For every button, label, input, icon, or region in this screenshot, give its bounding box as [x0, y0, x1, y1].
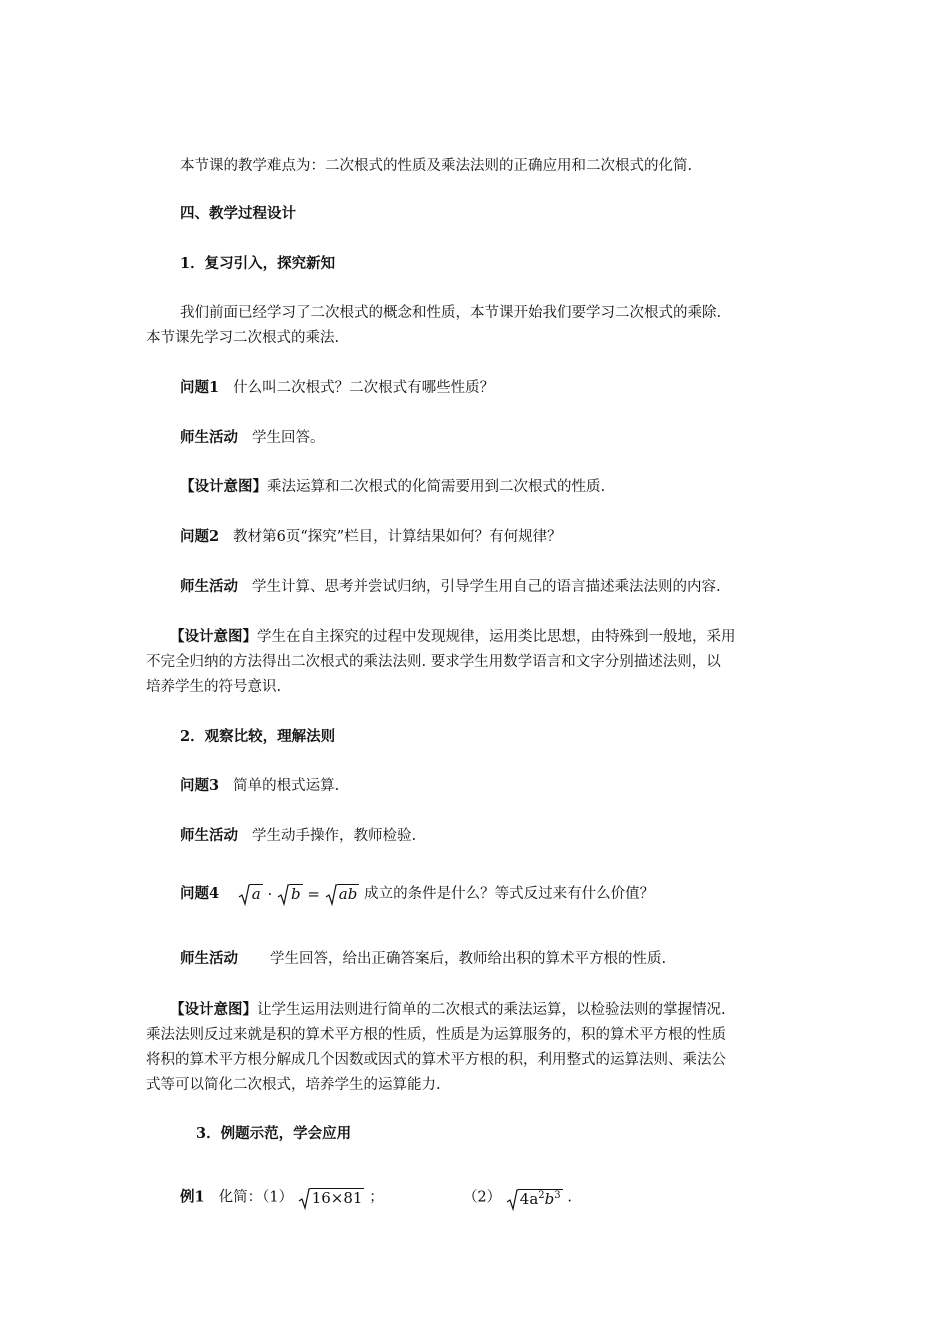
example-1-label: 例1 — [180, 1188, 205, 1206]
question-3-label: 问题3 — [180, 777, 220, 794]
activity-4-text: 学生回答，给出正确答案后，教师给出积的算术平方根的性质. — [270, 951, 667, 967]
radical-sign-icon — [238, 884, 250, 906]
intent-2-text-1: 学生在自主探究的过程中发现规律，运用类比思想，由特殊到一般地，采用 — [257, 629, 736, 645]
activity-3-text: 学生动手操作，教师检验. — [252, 828, 417, 844]
example-1 — [180, 1182, 572, 1213]
heading-section-3: 3．例题示范，学会应用 — [196, 1125, 352, 1142]
radical-sign-icon — [506, 1189, 518, 1211]
activity-4 — [180, 949, 666, 969]
activity-1 — [180, 428, 325, 448]
intent-2-line-1 — [170, 627, 736, 647]
intent-3-line-4: 式等可以简化二次根式，培养学生的运算能力. — [146, 1077, 441, 1093]
radicand-b: b — [291, 885, 301, 903]
example-1-expression-1: 16×81 — [298, 1189, 370, 1207]
intent-1-label: 【设计意图】 — [180, 478, 267, 495]
question-2-text: 教材第6页“探究”栏目，计算结果如何？有何规律？ — [233, 529, 562, 545]
paragraph-difficulty: 本节课的教学难点为：二次根式的性质及乘法法则的正确应用和二次根式的化简. — [180, 158, 693, 174]
intent-2-line-3: 培养学生的符号意识. — [146, 679, 282, 695]
radicand-a: a — [251, 885, 261, 903]
heading-process-design: 四、教学过程设计 — [180, 205, 296, 222]
question-2-label: 问题2 — [180, 528, 220, 545]
radical-sign-icon — [325, 884, 337, 906]
radicand-ab: ab — [338, 885, 358, 903]
intent-3-text-1: 让学生运用法则进行简单的二次根式的乘法运算，以检验法则的掌握情况. — [257, 1002, 726, 1018]
intent-3-line-3: 将积的算术平方根分解成几个因数或因式的算术平方根的积，利用整式的运算法则、乘法公 — [146, 1052, 726, 1068]
intent-1-text: 乘法运算和二次根式的化简需要用到二次根式的性质. — [267, 479, 606, 495]
activity-2-label: 师生活动 — [180, 578, 238, 595]
example-1-separator: ； — [369, 1189, 384, 1206]
question-4 — [180, 880, 654, 908]
intent-1 — [180, 477, 605, 497]
intent-3-label: 【设计意图】 — [170, 1001, 257, 1018]
question-1-label: 问题1 — [180, 379, 220, 396]
intent-3-line-2: 乘法法则反过来就是积的算术平方根的性质，性质是为运算服务的，积的算术平方根的性质 — [146, 1027, 726, 1043]
radical-sign-icon — [277, 884, 289, 906]
example-1-end: . — [567, 1189, 573, 1206]
intent-3-line-1 — [170, 1000, 726, 1020]
activity-1-text: 学生回答。 — [252, 430, 325, 446]
activity-2-text: 学生计算、思考并尝试归纳，引导学生用自己的语言描述乘法法则的内容. — [252, 579, 721, 595]
activity-1-label: 师生活动 — [180, 429, 238, 446]
intro-line-2: 本节课先学习二次根式的乘法. — [146, 330, 340, 346]
example-1-part-2: （2） — [462, 1189, 502, 1206]
product-rule-formula — [238, 885, 364, 903]
heading-section-1: 1．复习引入，探究新知 — [180, 255, 336, 272]
dot-operator: · — [267, 885, 273, 903]
activity-3 — [180, 826, 416, 846]
radical-sign-icon — [298, 1188, 310, 1210]
question-1 — [180, 378, 494, 398]
activity-3-label: 师生活动 — [180, 827, 238, 844]
equals-sign: = — [307, 885, 320, 903]
question-3-text: 简单的根式运算. — [233, 778, 340, 794]
intent-2-line-2: 不完全归纳的方法得出二次根式的乘法法则. 要求学生用数学语言和文字分别描述法则，以 — [146, 654, 721, 670]
question-4-text: 成立的条件是什么？等式反过来有什么价值？ — [364, 886, 655, 902]
question-2 — [180, 527, 562, 547]
activity-4-label: 师生活动 — [180, 950, 238, 967]
activity-2 — [180, 577, 721, 597]
example-1-text: 化简：（1） — [218, 1189, 294, 1206]
heading-section-2: 2．观察比较，理解法则 — [180, 728, 336, 745]
question-4-label: 问题4 — [180, 885, 220, 902]
question-1-text: 什么叫二次根式？二次根式有哪些性质？ — [233, 380, 495, 396]
example-1-expression-2: $4a^2b^3$ — [506, 1190, 568, 1208]
intent-2-label: 【设计意图】 — [170, 628, 257, 645]
intro-line-1: 我们前面已经学习了二次根式的概念和性质，本节课开始我们要学习二次根式的乘除. — [180, 305, 722, 321]
question-3 — [180, 776, 339, 796]
